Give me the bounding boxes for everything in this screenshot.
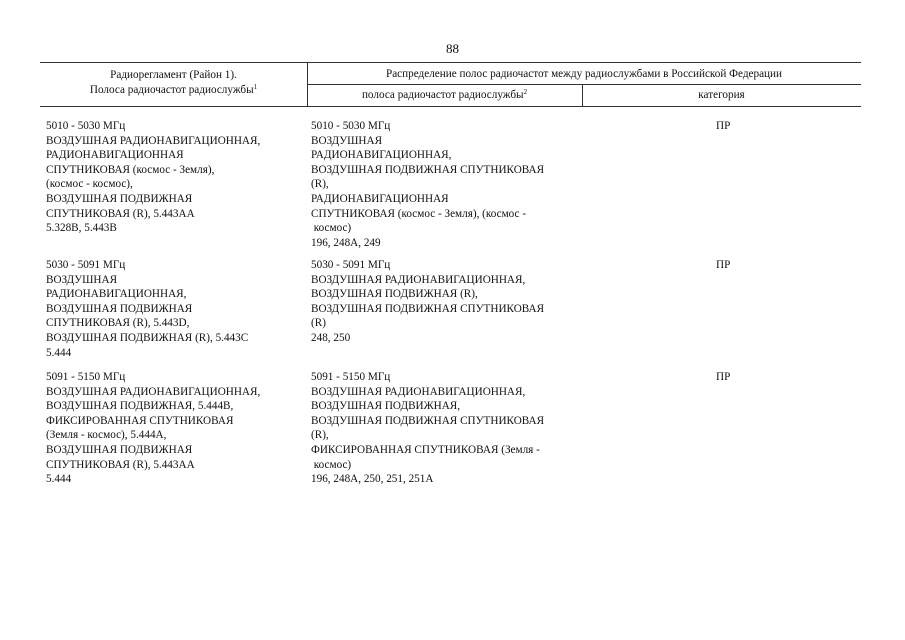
cell-line: (R)	[311, 317, 326, 330]
cell-line: ФИКСИРОВАННАЯ СПУТНИКОВАЯ	[46, 414, 234, 427]
rf-column-header: Распределение полос радиочастот между радиослужбами в Российской Федерации	[385, 68, 783, 80]
cell-line: ВОЗДУШНАЯ ПОДВИЖНАЯ СПУТНИКОВАЯ	[311, 302, 545, 315]
cell-line: РАДИОНАВИГАЦИОННАЯ,	[46, 288, 187, 301]
cell-line: ВОЗДУШНАЯ ПОДВИЖНАЯ,	[311, 400, 461, 413]
footnote-ref-2: 2	[523, 88, 528, 96]
itu-header-line1: Радиорегламент (Район 1).	[110, 69, 237, 81]
cell-line: (Земля - космос), 5.444А,	[46, 429, 167, 442]
cell-line: 5010 - 5030 МГц	[311, 120, 391, 132]
cell-line: СПУТНИКОВАЯ (космос - Земля),	[46, 163, 215, 176]
cell-line: СПУТНИКОВАЯ (космос - Земля), (космос -	[311, 207, 527, 220]
cell-line: 196, 248А, 250, 251, 251А	[311, 473, 434, 486]
cell-line: ВОЗДУШНАЯ	[46, 273, 118, 286]
cell-line: ФИКСИРОВАННАЯ СПУТНИКОВАЯ (Земля -	[311, 443, 540, 456]
cell-line: ВОЗДУШНАЯ ПОДВИЖНАЯ	[46, 443, 193, 456]
header-divider-horizontal	[307, 84, 861, 85]
cell-line: 196, 248А, 249	[311, 236, 381, 249]
cell-line: 5.328В, 5.443В	[46, 222, 117, 235]
cell-line: ВОЗДУШНАЯ ПОДВИЖНАЯ СПУТНИКОВАЯ	[311, 414, 545, 427]
cell-line: РАДИОНАВИГАЦИОННАЯ	[311, 192, 449, 205]
itu-band-cell	[46, 370, 308, 487]
cell-line: СПУТНИКОВАЯ (R), 5.443D,	[46, 317, 190, 330]
cell-line: 5.444	[46, 473, 72, 486]
rf-band-cell	[311, 258, 587, 346]
cell-line: ВОЗДУШНАЯ ПОДВИЖНАЯ	[46, 192, 193, 205]
cell-line: 248, 250	[311, 331, 351, 344]
itu-band-cell	[46, 119, 308, 236]
cell-line: (R),	[311, 178, 329, 191]
cell-line: РАДИОНАВИГАЦИОННАЯ,	[311, 149, 452, 162]
category-cell: ПР	[716, 120, 731, 132]
cell-line: ВОЗДУШНАЯ РАДИОНАВИГАЦИОННАЯ,	[46, 134, 261, 147]
cell-line: ВОЗДУШНАЯ ПОДВИЖНАЯ, 5.444В,	[46, 400, 234, 413]
rf-band-subheader: полоса радиочастот радиослужбы$^2$	[361, 88, 528, 101]
cell-line: 5091 - 5150 МГц	[311, 371, 391, 383]
cell-line: ВОЗДУШНАЯ РАДИОНАВИГАЦИОННАЯ,	[46, 385, 261, 398]
category-cell: ПР	[716, 371, 731, 383]
cell-line: 5091 - 5150 МГц	[46, 371, 126, 383]
itu-band-cell	[46, 258, 308, 360]
cell-line: ВОЗДУШНАЯ ПОДВИЖНАЯ	[46, 302, 193, 315]
cell-line: ВОЗДУШНАЯ РАДИОНАВИГАЦИОННАЯ,	[311, 385, 526, 398]
cell-line: 5030 - 5091 МГц	[46, 259, 126, 271]
footnote-ref-1: 1	[253, 83, 258, 91]
rf-category-subheader: категория	[698, 89, 745, 101]
cell-line: космос)	[311, 222, 352, 235]
cell-line: космос)	[311, 458, 352, 471]
cell-line: ВОЗДУШНАЯ РАДИОНАВИГАЦИОННАЯ,	[311, 273, 526, 286]
cell-line: ВОЗДУШНАЯ ПОДВИЖНАЯ СПУТНИКОВАЯ	[311, 163, 545, 176]
rf-band-cell	[311, 119, 587, 250]
cell-line: 5010 - 5030 МГц	[46, 120, 126, 132]
rf-band-cell	[311, 370, 587, 487]
itu-header-line2: Полоса радиочастот радиослужбы$^1$	[89, 83, 258, 96]
cell-line: ВОЗДУШНАЯ	[311, 134, 383, 147]
cell-line: 5030 - 5091 МГц	[311, 259, 391, 271]
cell-line: 5.444	[46, 346, 72, 359]
category-cell: ПР	[716, 259, 731, 271]
page-number: 88	[446, 41, 459, 56]
table-header	[40, 62, 861, 107]
itu-column-header	[40, 68, 307, 98]
cell-line: СПУТНИКОВАЯ (R), 5.443АА	[46, 207, 195, 220]
cell-line: РАДИОНАВИГАЦИОННАЯ	[46, 149, 184, 162]
cell-line: СПУТНИКОВАЯ (R), 5.443АА	[46, 458, 195, 471]
cell-line: (космос - космос),	[46, 178, 133, 191]
cell-line: (R),	[311, 429, 329, 442]
cell-line: ВОЗДУШНАЯ ПОДВИЖНАЯ (R), 5.443С	[46, 331, 249, 344]
cell-line: ВОЗДУШНАЯ ПОДВИЖНАЯ (R),	[311, 288, 478, 301]
